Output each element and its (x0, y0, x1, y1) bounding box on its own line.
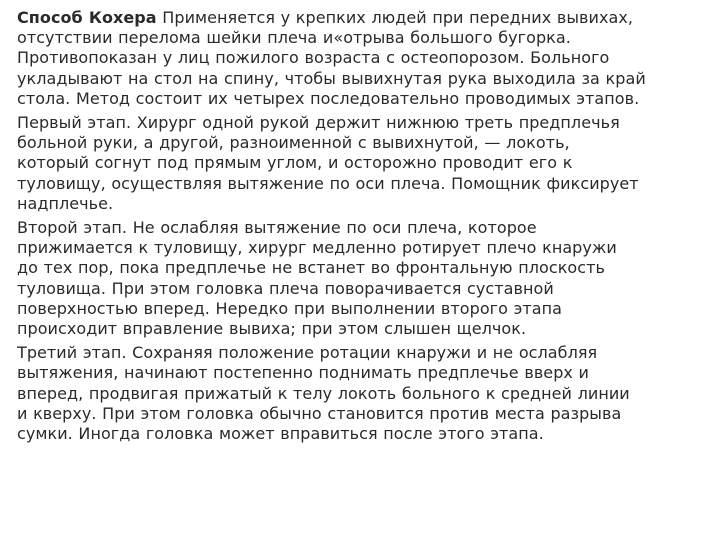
paragraph-stage-2 (17, 218, 706, 339)
paragraph-stage-1 (17, 113, 706, 214)
text-line: Первый этап. Хирург одной рукой держит нижнюю треть предплечья (17, 113, 620, 133)
text-line: туловищу, осуществляя вытяжение по оси плеча. Помощник фиксирует (17, 173, 639, 193)
text-line (17, 8, 706, 28)
text-line: отсутствии перелома шейки плеча и«отрыва большого бугорка. (17, 28, 571, 48)
text-line: стола. Метод состоит их четырех последовательно проводимых этапов. (17, 88, 640, 108)
text-line: поверхностью вперед. Нередко при выполнении второго этапа (17, 298, 563, 318)
text-line: Противопоказан у лиц пожилого возраста с остеопорозом. Больного (17, 48, 610, 68)
text-line: надплечье. (17, 193, 114, 213)
text-line: Третий этап. Сохраняя положение ротации кнаружи и не ослабляя (17, 343, 598, 363)
text-line: сумки. Иногда головка может вправиться после этого этапа. (17, 424, 544, 444)
text-line: который согнут под прямым углом, и осторожно проводит его к (17, 153, 573, 173)
text-line: туловища. При этом головка плеча поворачивается суставной (17, 278, 554, 298)
text-line: вытяжения, начинают постепенно поднимать предплечье вверх и (17, 363, 590, 383)
text-line: до тех пор, пока предплечье не встанет во фронтальную плоскость (17, 258, 605, 278)
paragraph-intro (17, 8, 706, 109)
paragraph-stage-3 (17, 343, 706, 444)
method-title: Способ Кохера (17, 8, 157, 27)
text-line-content: Применяется у крепких людей при передних вывихах, (156, 8, 633, 27)
text-line: укладывают на стол на спину, чтобы вывихнутая рука выходила за край (17, 68, 646, 88)
text-line: Второй этап. Не ослабляя вытяжение по оси плеча, которое (17, 218, 537, 238)
text-line: происходит вправление вывиха; при этом слышен щелчок. (17, 319, 527, 339)
text-line: прижимается к туловищу, хирург медленно ротирует плечо кнаружи (17, 238, 617, 258)
text-line: вперед, продвигая прижатый к телу локоть больного к средней линии (17, 383, 630, 403)
text-line: больной руки, а другой, разноименной с вывихнутой, — локоть, (17, 133, 570, 153)
text-line: и кверху. При этом головка обычно становится против места разрыва (17, 403, 622, 423)
